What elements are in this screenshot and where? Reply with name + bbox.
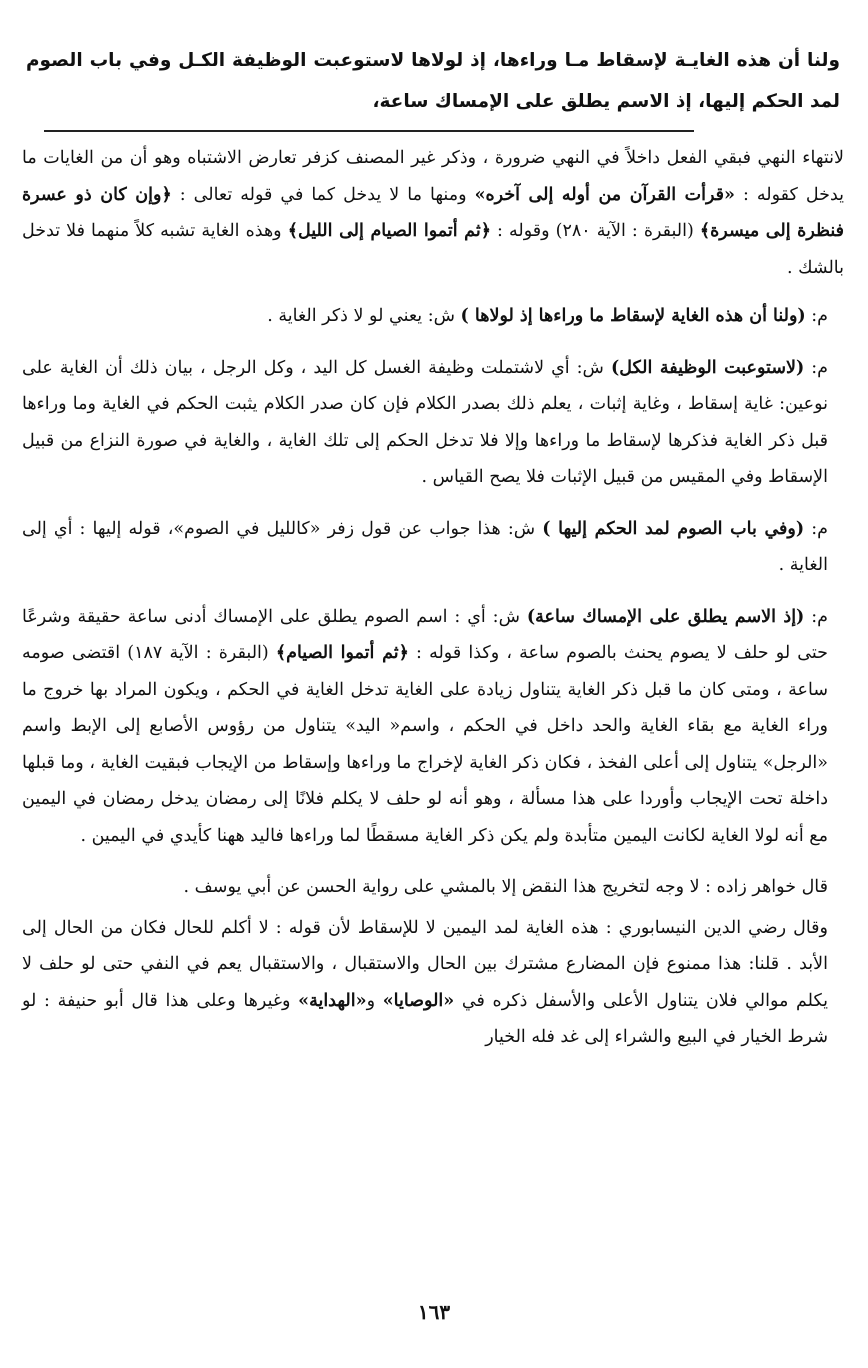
commentary-paragraph-5 <box>22 599 844 855</box>
text-run: م: <box>804 518 828 539</box>
text-run: ش: هذا جواب عن قول زفر «كالليل في الصوم»، قوله إليها : أي إلى الغاية . <box>22 518 828 575</box>
matn-citation: (وفي باب الصوم لمد الحكم إليها ) <box>542 518 805 539</box>
matn-text: ولنا أن هذه الغايـة لإسقاط مـا وراءها، إذ لولاها لاستوعبت الوظيفة الكـل وفي باب الصوم لمد الحكم إليها، إذ الاسم يطلق على الإمساك ساعة، <box>26 50 840 112</box>
commentary <box>22 140 844 1056</box>
page-body <box>22 40 844 1071</box>
text-run: ومنها ما لا يدخل كما في قوله تعالى : <box>171 184 475 205</box>
matn-citation: (لاستوعبت الوظيفة الكل) <box>610 357 805 378</box>
text-run: م: <box>804 606 828 627</box>
text-run: وقال رضي الدين النيسابوري : هذه الغاية لمد اليمين لا للإسقاط لأن قوله : لا أكلم للحال فكان من الحال إلى الأبد . قلنا: هذا ممنوع فإن المضارع مشترك بين الحال والاستقبال ، والاستقبال يعم في النفي حتى لو حلف لا يكلم موالي فلان يتناول الأعلى والأسفل ذكره في <box>22 917 829 1011</box>
commentary-paragraph-6: قال خواهر زاده : لا وجه لتخريج هذا النقض إلا بالمشي على رواية الحسن عن أبي يوسف . <box>183 877 828 897</box>
quote-run: «الهداية» <box>298 990 367 1011</box>
quran-verse: ﴿ثم أتموا الصيام﴾ <box>275 643 409 663</box>
text-run: م: <box>805 306 828 326</box>
text-run: وغيرها وعلى هذا قال أبو حنيفة : لو شرط الخيار في البيع والشراء إلى غد فله الخيار <box>22 990 828 1047</box>
commentary-paragraph-7 <box>22 910 844 1056</box>
matn-citation: (ولنا أن هذه الغاية لإسقاط ما وراءها إذ لولاها ) <box>460 306 806 326</box>
commentary-paragraph-4 <box>22 511 844 584</box>
text-run: (البقرة : الآية ٢٨٠) وقوله : <box>490 221 700 241</box>
commentary-paragraph-1 <box>22 140 844 286</box>
commentary-paragraph-2 <box>22 298 844 335</box>
matn-citation: (إذ الاسم يطلق على الإمساك ساعة) <box>526 606 805 627</box>
separator-rule <box>44 130 694 132</box>
text-run: ش: أي : اسم الصوم يطلق على الإمساك أدنى ساعة حقيقة وشرعًا حتى لو حلف لا يصوم يحنث بالصوم ساعة ، وكذا قوله : <box>22 606 828 663</box>
text-run: و <box>366 990 383 1011</box>
text-run: لانتهاء النهي فبقي الفعل داخلاً في النهي ضرورة ، وذكر غير المصنف كزفر تعارض الاشتباه وهو أن من الغايات ما يدخل كقوله : <box>22 148 845 205</box>
quote-run: «قرأت القرآن من أوله إلى آخره» <box>474 184 735 205</box>
text-run: (البقرة : الآية ١٨٧) اقتضى صومه ساعة ، ومتى كان ما قبل ذكر الغاية يتناول زيادة على الغاية تدخل الغاية في الحكم ، ويكون المراد بها خروج ما وراء الغاية مع بقاء الغاية والحد داخل في الحكم ، واسم« اليد» يتناول من رؤوس الأصابع إلى الإبط واسم «الرجل» يتناول إلى أعلى الفخذ ، فكان ذكر الغاية لإخراج ما وراءها وإسقاط من الإيجاب فبقيت الغاية ، وما قبلها داخلة تحت الإيجاب وأوردا على هذا مسألة ، وهو أنه لو حلف لا يكلم فلانًا إلى رمضان يدخل رمضان في اليمين مع أنه لولا الغاية لكانت اليمين متأبدة ولم يكن ذكر الغاية مسقطًا لما وراءها فاليد ههنا كأيدي في اليمين . <box>22 643 828 846</box>
quote-run: «الوصايا» <box>382 990 455 1011</box>
text-run: وهذه الغاية تشبه كلاً منهما فلا تدخل بالشك . <box>22 221 844 278</box>
page-number: ١٦٣ <box>417 1300 451 1324</box>
text-run: ش: أي لاشتملت وظيفة الغسل كل اليد ، وكل الرجل ، بيان ذلك أن الغاية على نوعين: غاية إسقاط ، وغاية إثبات ، يعلم ذلك بصدر الكلام فإن كان صدر الكلام يثبت الحكم في الغاية وما وراءها قبل ذكر الغاية فذكرها لإسقاط ما وراءها وإلا فلا تدخل الحكم إلى تلك الغاية ، والغاية في صورة النزاع من قبيل الإسقاط وفي المقيس من قبيل الإثبات فلا يصح القياس . <box>22 357 828 487</box>
quran-verse: ﴿ثم أتموا الصيام إلى الليل﴾ <box>287 221 491 241</box>
text-run: م: <box>804 357 828 378</box>
commentary-paragraph-3 <box>22 350 844 496</box>
text-run: ش: يعني لو لا ذكر الغاية . <box>267 306 461 326</box>
quran-verse: ﴿وإن كان ذو عسرة فنظرة إلى ميسرة﴾ <box>22 184 845 241</box>
